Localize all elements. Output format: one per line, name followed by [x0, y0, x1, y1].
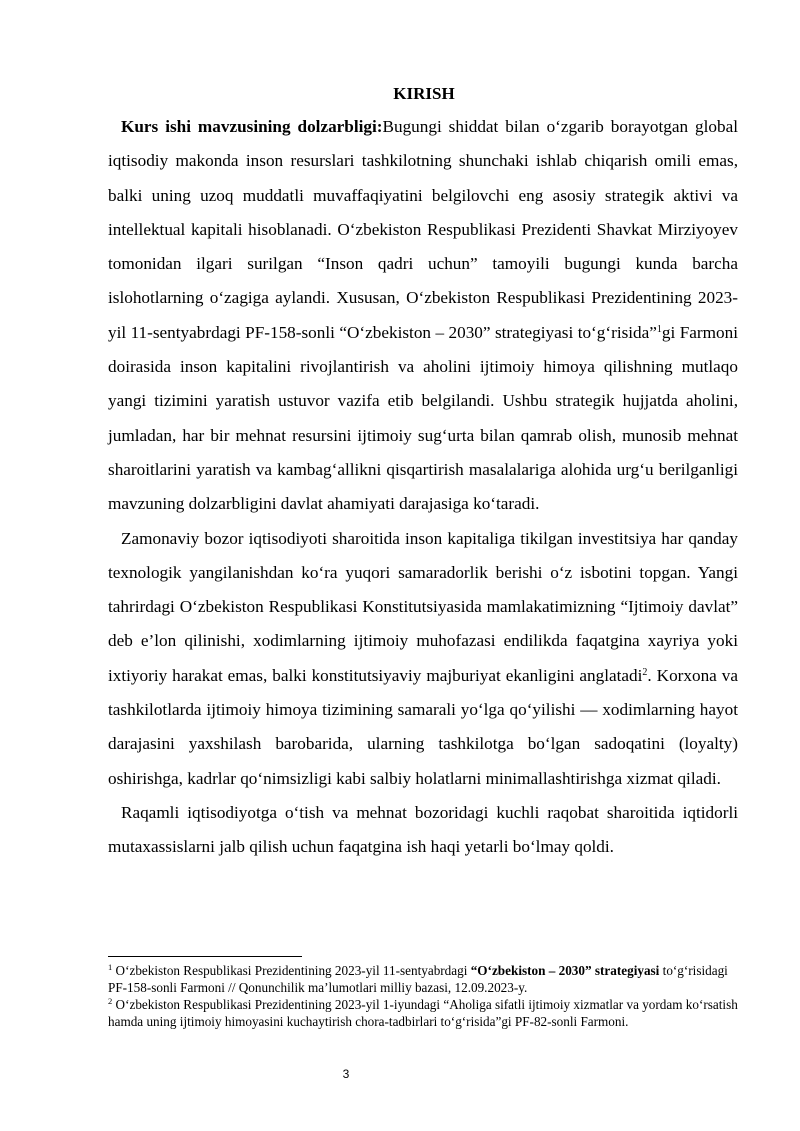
footnote-1	[108, 962, 738, 996]
paragraph-1	[108, 110, 738, 522]
paragraph-1-text-b: gi Farmoni doirasida inson kapitalini rivojlantirish va aholini ijtimoiy himoya qilishning mutlaqo yangi tizimini yaratish ustuvor vazifa etib belgilandi. Ushbu strategik hujjatda aholini, jumladan, har bir mehnat resursini ijtimoiy sug‘urta bilan qamrab olish, munosib mehnat sharoitlarini yaratish va kambag‘allikni qisqartirish masalalariga alohida urg‘u berilganligi mavzuning dolzarbligini davlat ahamiyati darajasiga ko‘taradi.	[108, 322, 738, 514]
paragraph-2-text-a: Zamonaviy bozor iqtisodiyoti sharoitida inson kapitaliga tikilgan investitsiya har qanday texnologik yangilanishdan ko‘ra yuqori samaradorlik berishi o‘z isbotini topgan. Yangi tahrirdagi O‘zbekiston Respublikasi Konstitutsiyasida mamlakatimizning “Ijtimoiy davlat” deb e’lon qilinishi, xodimlarning ijtimoiy muhofazasi endilikda faqatgina xayriya yoki ixtiyoriy harakat emas, balki konstitutsiyaviy majburiyat ekanligini anglatadi	[108, 528, 738, 685]
footnote-number: 2	[108, 996, 113, 1006]
footnote-ref-2: 2	[642, 666, 648, 678]
body-text	[108, 110, 738, 865]
footnote-2	[108, 996, 738, 1030]
footnotes	[108, 962, 738, 1030]
section-title: KIRISH	[393, 84, 455, 103]
footnote-1-bold: “O‘zbekiston – 2030” strategiyasi	[470, 963, 660, 978]
footnote-1-text-b: to‘g‘risidagi PF-158-sonli Farmoni // Qonunchilik ma’lumotlari milliy bazasi, 12.09.2023-y.	[108, 963, 728, 995]
page-number: 3	[342, 1067, 350, 1081]
footnote-divider	[108, 956, 302, 957]
paragraph-2-text-b: . Korxona va tashkilotlarda ijtimoiy himoya tizimining samarali yo‘lga qo‘yilishi — xodimlarning hayot darajasini yaxshilash barobarida, ularning tashkilotga bo‘lgan sadoqatini (loyalty) oshirishga, kadrlar qo‘nimsizligi kabi salbiy holatlarni minimallashtirishga xizmat qiladi.	[108, 665, 738, 788]
footnote-number: 1	[108, 962, 113, 972]
paragraph-2	[108, 522, 738, 796]
paragraph-3	[108, 796, 738, 865]
footnote-1-text-a: O‘zbekiston Respublikasi Prezidentining 2023-yil 11-sentyabrdagi	[115, 963, 471, 978]
paragraph-3-text: Raqamli iqtisodiyotga o‘tish va mehnat bozoridagi kuchli raqobat sharoitida iqtidorli mutaxassislarni jalb qilish uchun faqatgina ish haqi yetarli bo‘lmay qoldi.	[108, 802, 738, 857]
paragraph-1-text-a: Bugungi shiddat bilan o‘zgarib borayotgan global iqtisodiy makonda inson resurslari tashkilotning shunchaki ishlab chiqarish omili emas, balki uning uzoq muddatli muvaffaqiyatini belgilovchi eng asosiy strategik aktivi va intellektual kapitali hisoblanadi. O‘zbekiston Respublikasi Prezidenti Shavkat Mirziyoyev tomonidan ilgari surilgan “Inson qadri uchun” tamoyili bugungi kunda barcha islohotlarning o‘zagiga aylandi. Xususan, O‘zbekiston Respublikasi Prezidentining 2023-yil 11-sentyabrdagi PF-158-sonli “O‘zbekiston – 2030” strategiyasi to‘g‘risida”	[108, 117, 739, 342]
paragraph-lead: Kurs ishi mavzusining dolzarbligi:	[121, 117, 383, 136]
footnote-ref-1: 1	[656, 323, 662, 335]
footnote-2-text: O‘zbekiston Respublikasi Prezidentining 2023-yil 1-iyundagi “Aholiga sifatli ijtimoiy xizmatlar va yordam ko‘rsatish hamda uning ijtimoiy himoyasini kuchaytirish chora-tadbirlari to‘g‘risida”gi PF-82-sonli Farmoni.	[108, 997, 738, 1029]
